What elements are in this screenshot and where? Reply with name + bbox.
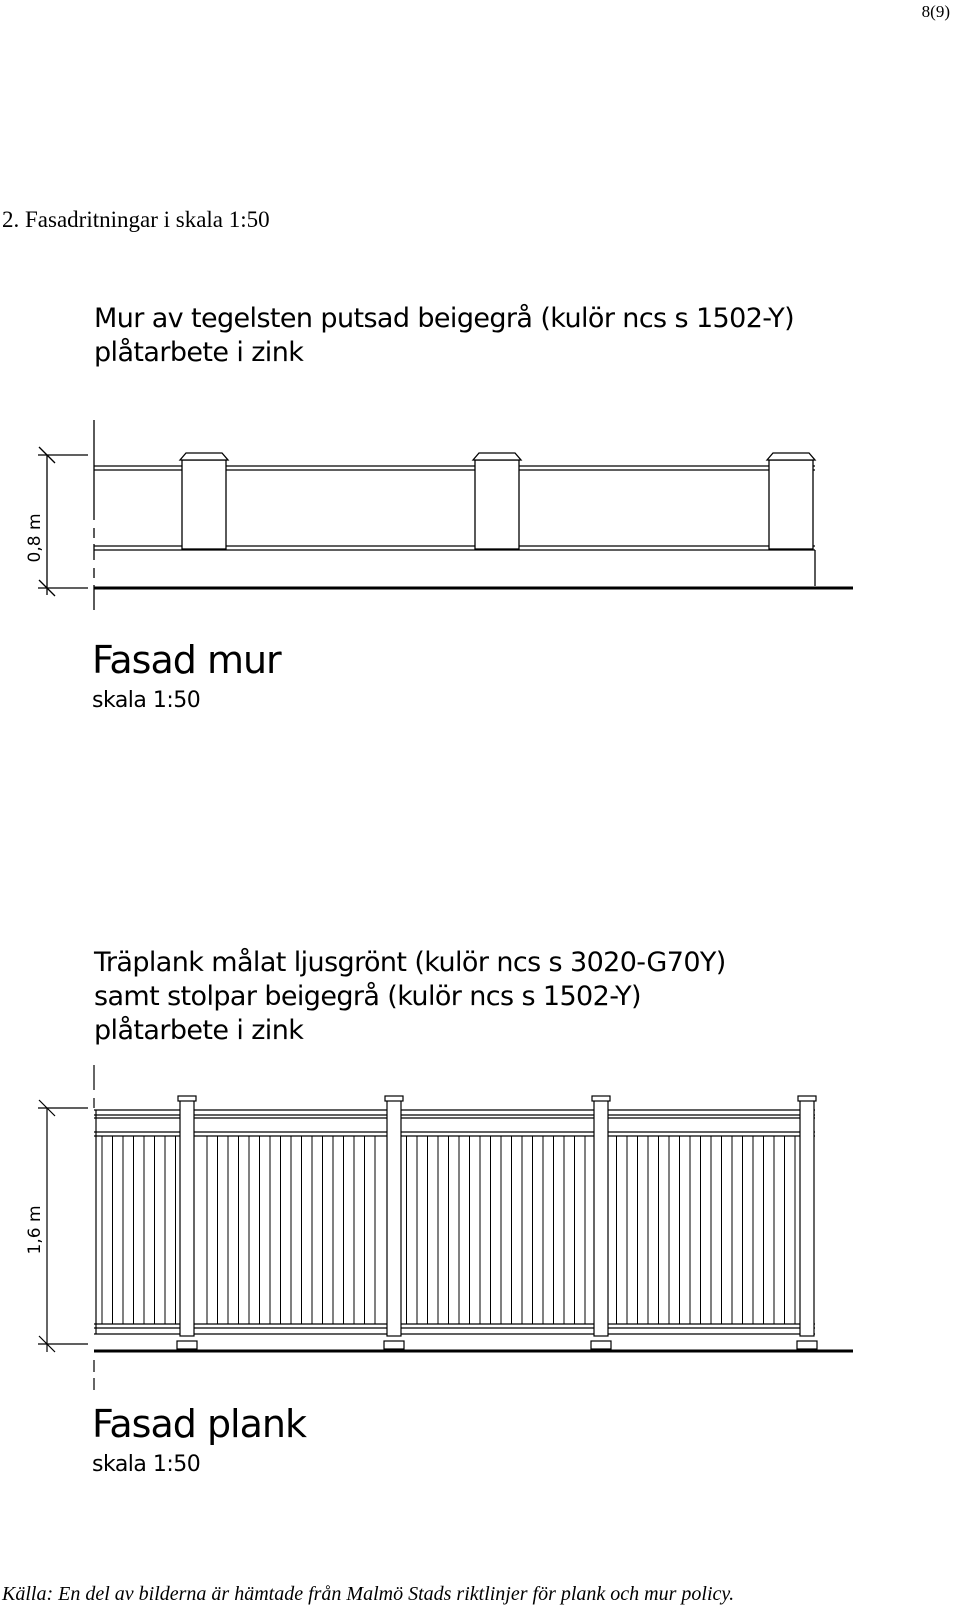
- fence-scale-label: skala 1:50: [92, 1452, 201, 1477]
- fence-elevation-title: Fasad plank: [92, 1402, 306, 1446]
- fence-caption-line-2: samt stolpar beigegrå (kulör ncs s 1502-Y): [94, 981, 641, 1012]
- fence-post-foot: [797, 1341, 817, 1349]
- fence-post-cap: [385, 1096, 403, 1101]
- fence-caption-line-3: plåtarbete i zink: [94, 1015, 304, 1046]
- fence-post-foot: [177, 1341, 197, 1349]
- fence-post: [387, 1098, 401, 1336]
- fence-caption-line-1: Träplank målat ljusgrönt (kulör ncs s 3020-G70Y): [94, 947, 726, 978]
- fence-post-cap: [798, 1096, 816, 1101]
- wall-caption-line-1: Mur av tegelsten putsad beigegrå (kulör ncs s 1502-Y): [94, 303, 795, 334]
- fence-post-foot: [591, 1341, 611, 1349]
- fence-elevation-drawing: [0, 1060, 960, 1390]
- fence-post: [180, 1098, 194, 1336]
- wall-elevation-drawing: [0, 410, 960, 610]
- page-number: 8(9): [921, 2, 950, 21]
- fence-post: [594, 1098, 608, 1336]
- wall-material-caption: [94, 302, 794, 370]
- wall-caption-line-2: plåtarbete i zink: [94, 337, 304, 368]
- fence-dimension-label: 1,6 m: [25, 1205, 45, 1255]
- fence-material-caption: [94, 946, 726, 1048]
- wall-scale-label: skala 1:50: [92, 688, 201, 713]
- wall-elevation-title: Fasad mur: [92, 638, 281, 682]
- fence-post: [800, 1098, 814, 1336]
- fence-post-cap: [178, 1096, 196, 1101]
- fence-post-foot: [384, 1341, 404, 1349]
- section-heading: 2. Fasadritningar i skala 1:50: [2, 207, 270, 232]
- wall-dimension-label: 0,8 m: [25, 513, 45, 563]
- source-note: Källa: En del av bilderna är hämtade från Malmö Stads riktlinjer för plank och mur policy.: [2, 1583, 735, 1605]
- fence-post-cap: [592, 1096, 610, 1101]
